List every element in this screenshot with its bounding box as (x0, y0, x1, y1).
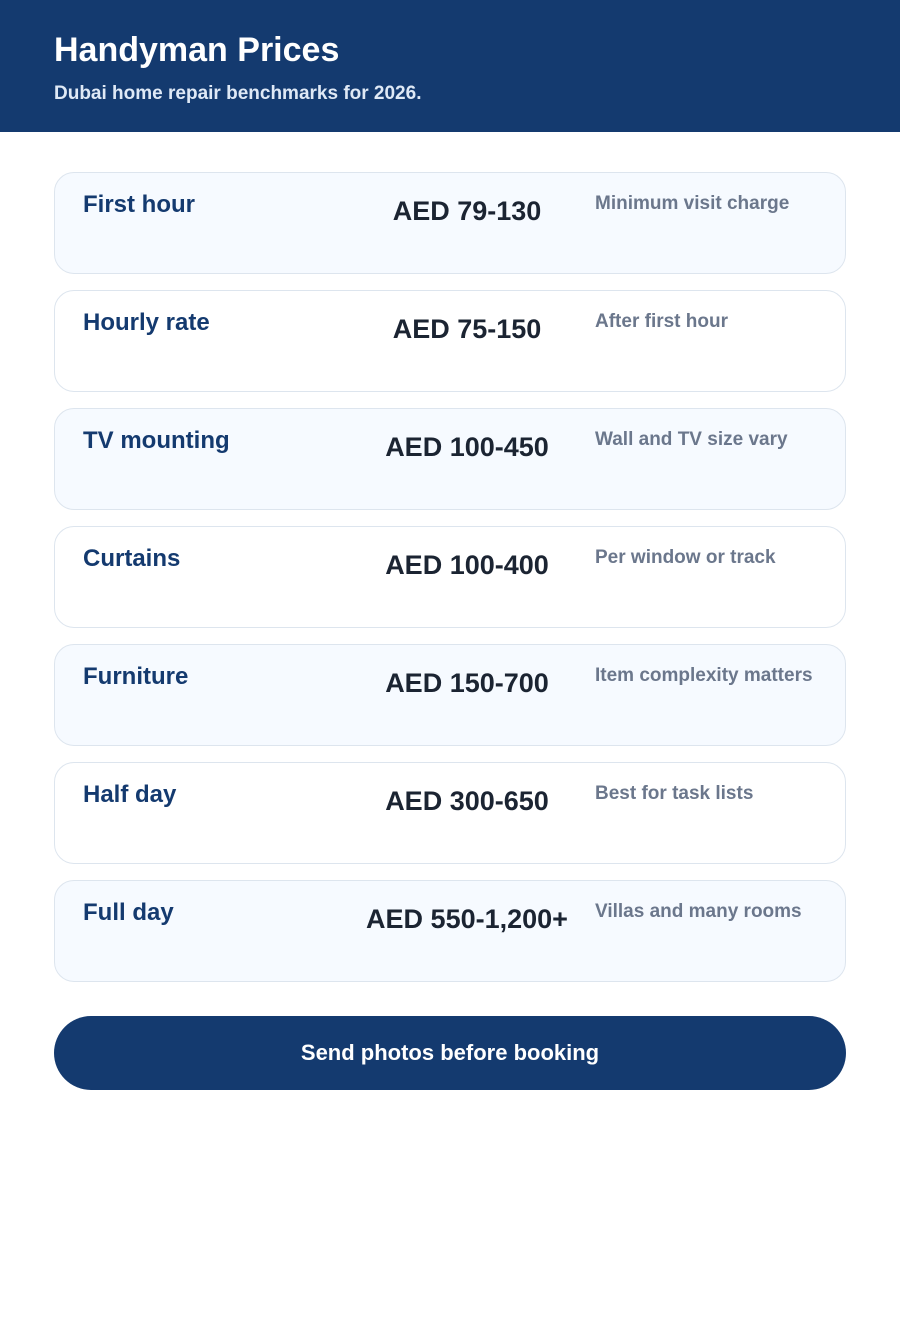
price-range: AED 100-450 (385, 432, 549, 462)
price-row-hourly-rate (54, 290, 846, 392)
price-row-tv-mounting (54, 408, 846, 510)
price-row-full-day (54, 880, 846, 982)
price-range: AED 300-650 (385, 786, 549, 816)
price-range: AED 79-130 (392, 196, 542, 226)
service-label: Curtains (83, 545, 181, 572)
send-photos-button[interactable]: Send photos before booking (54, 1016, 846, 1090)
service-label: TV mounting (83, 427, 230, 454)
page-header (0, 0, 900, 132)
price-row-curtains (54, 526, 846, 628)
page-title: Handyman Prices (54, 31, 340, 69)
price-note: Best for task lists (595, 783, 754, 804)
price-row-first-hour (54, 172, 846, 274)
price-note: Per window or track (595, 547, 776, 568)
price-note: Item complexity matters (595, 665, 813, 686)
service-label: Full day (83, 899, 174, 926)
price-row-furniture (54, 644, 846, 746)
price-range: AED 550-1,200+ (366, 904, 568, 934)
price-note: Minimum visit charge (595, 193, 790, 214)
service-label: Hourly rate (83, 309, 210, 336)
price-note: Wall and TV size vary (595, 429, 788, 450)
price-range: AED 100-400 (385, 550, 549, 580)
price-list (54, 172, 846, 998)
price-note: After first hour (595, 311, 728, 332)
price-range: AED 75-150 (392, 314, 542, 344)
price-note: Villas and many rooms (595, 901, 802, 922)
service-label: Half day (83, 781, 177, 808)
service-label: First hour (83, 191, 195, 218)
page-subtitle: Dubai home repair benchmarks for 2026. (54, 83, 422, 104)
service-label: Furniture (83, 663, 189, 690)
price-range: AED 150-700 (385, 668, 549, 698)
price-row-half-day (54, 762, 846, 864)
